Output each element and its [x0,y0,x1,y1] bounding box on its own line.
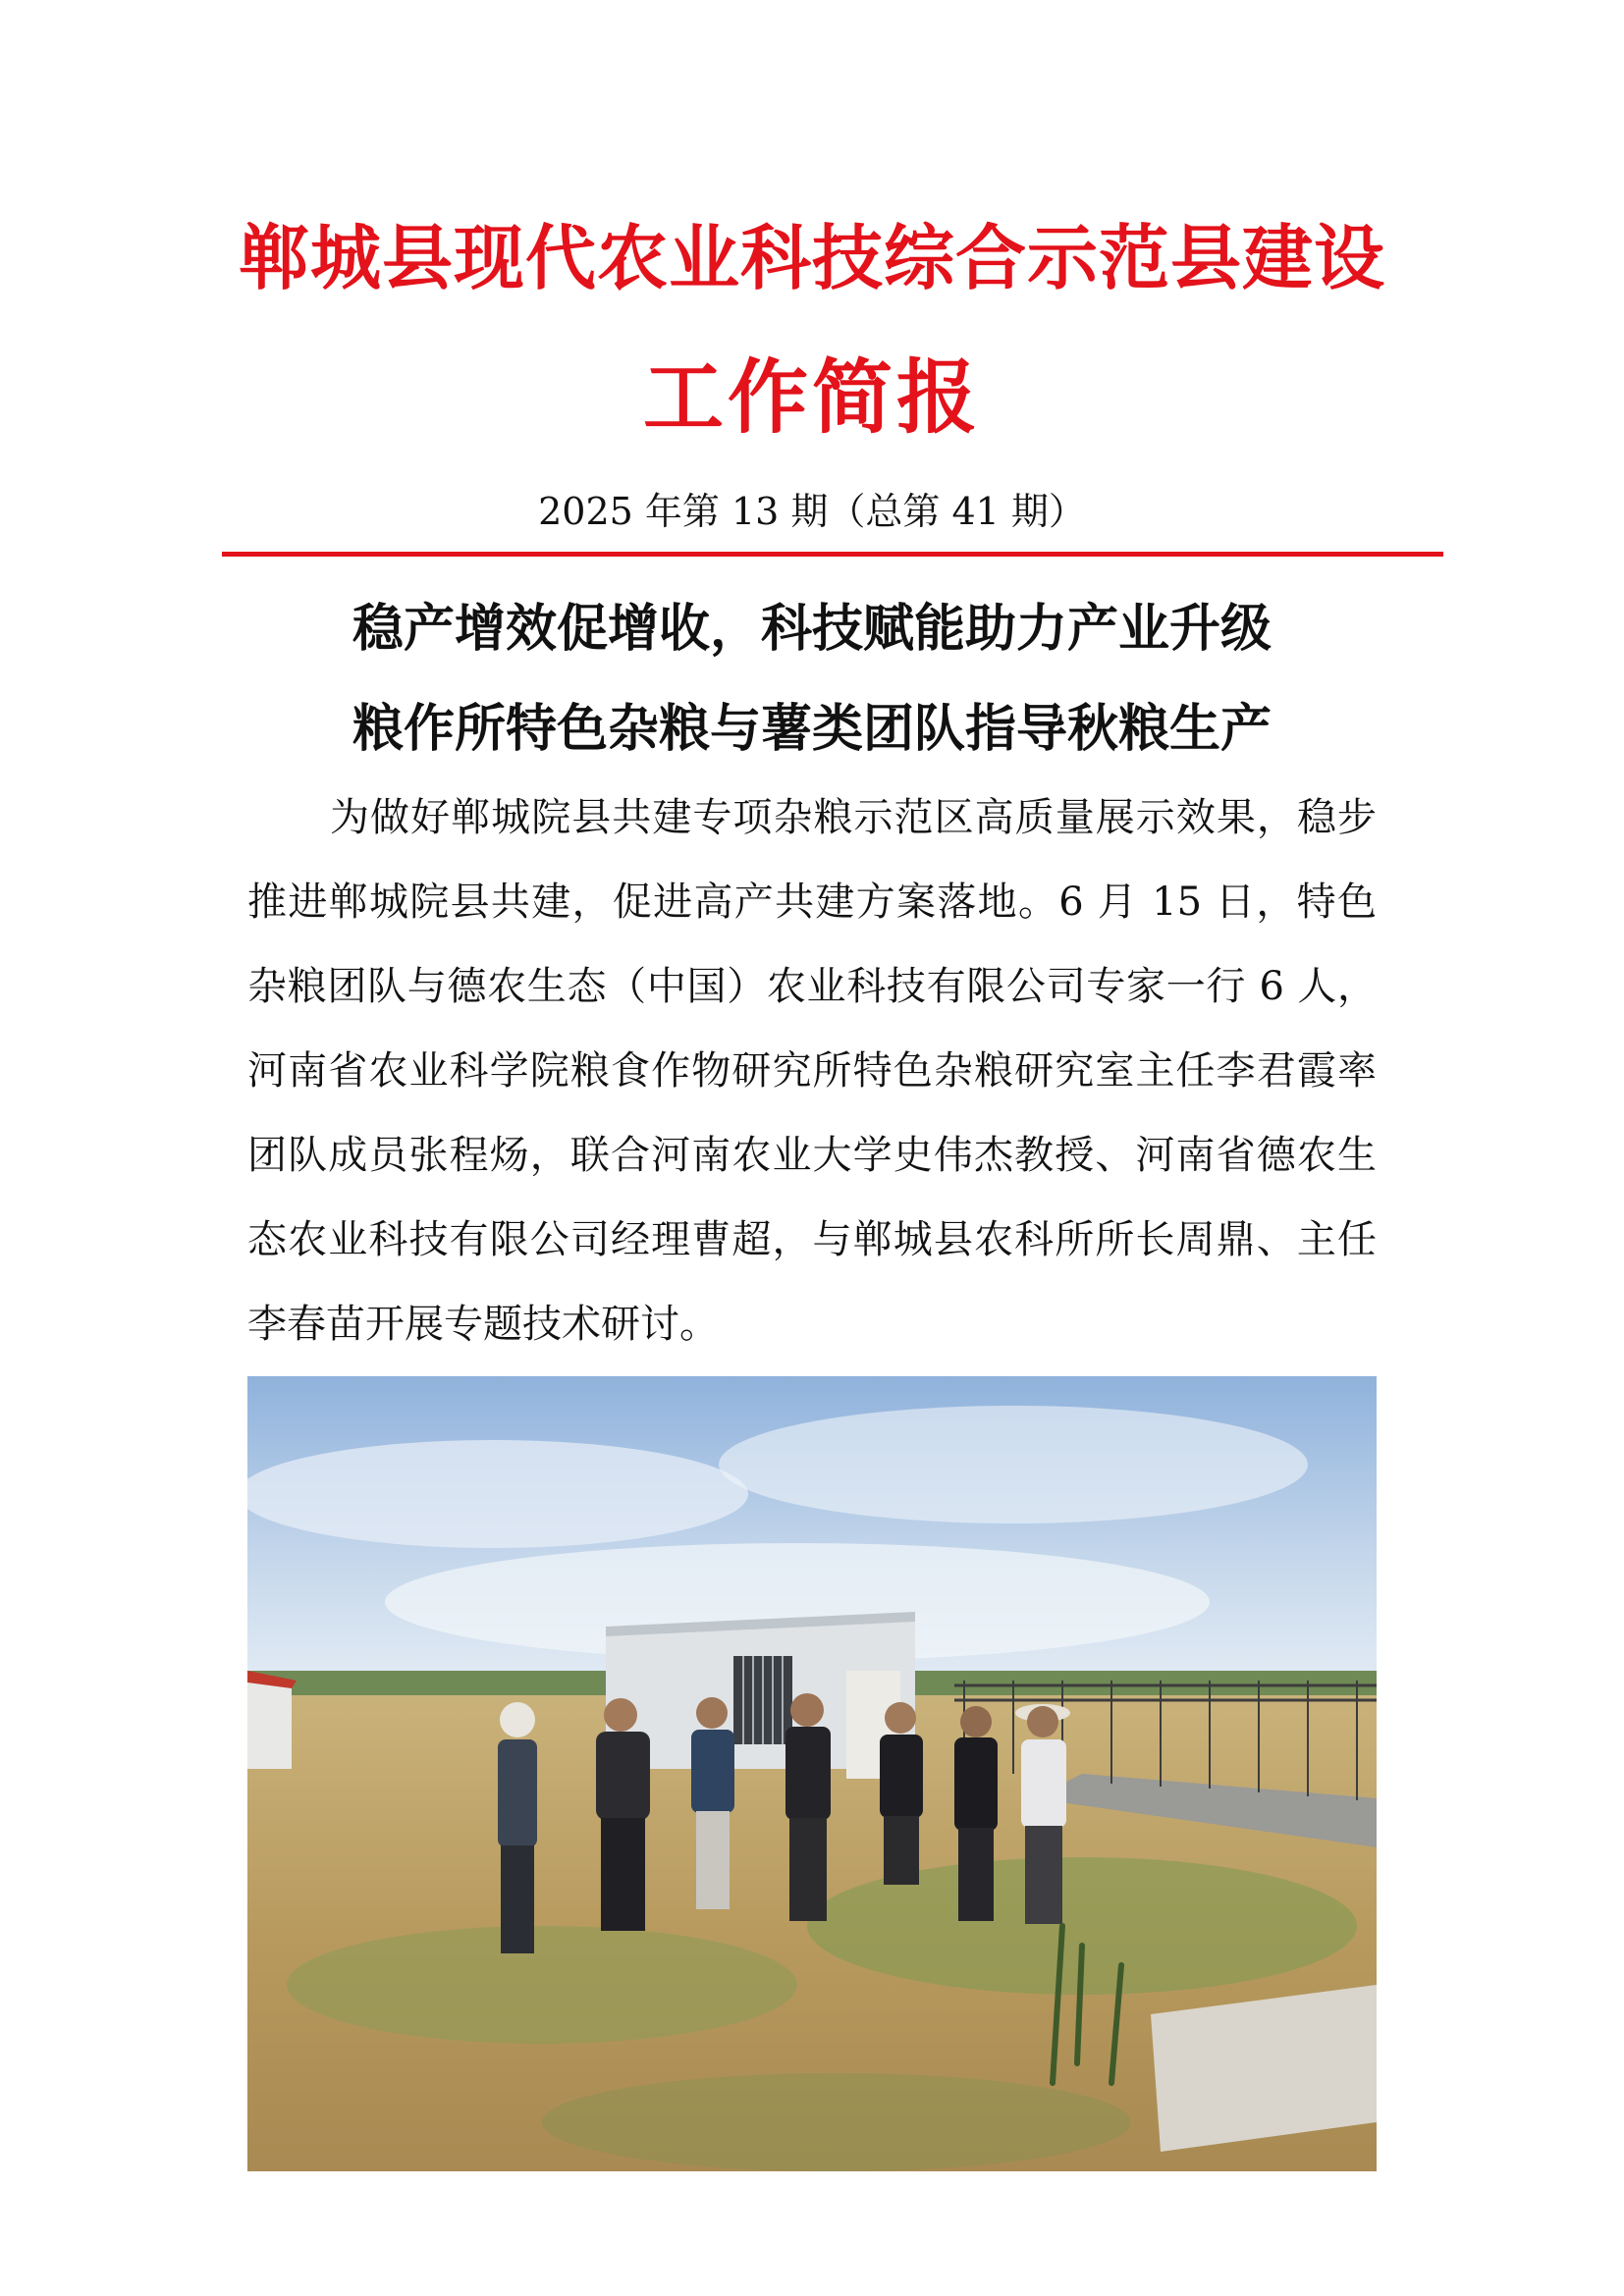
issue-number: 2025 年第 13 期（总第 41 期） [538,490,1086,533]
article-headline-line2: 粮作所特色杂粮与薯类团队指导秋粮生产 [352,699,1272,759]
bulletin-title-line1: 郸城县现代农业科技综合示范县建设 [238,216,1385,299]
article-headline-line1: 稳产增效促增收，科技赋能助力产业升级 [352,599,1272,659]
bulletin-title-line2: 工作简报 [642,350,981,445]
red-divider [222,552,1443,557]
field-visit-photo [247,1376,1377,2171]
article-paragraph: 为做好郸城院县共建专项杂粮示范区高质量展示效果，稳步推进郸城院县共建，促进高产共建方案落地。6 月 15 日，特色杂粮团队与德农生态（中国）农业科技有限公司专家一行 6 人，河南省农业科学院粮食作物研究所特色杂粮研究室主任李君霞率团队成员张程炀，联合河南农业大学史伟杰教授、河南省德农生态农业科技有限公司经理曹超，与郸城县农科所所长周鼎、主任李春苗开展专题技术研讨。 [247,795,1377,1347]
